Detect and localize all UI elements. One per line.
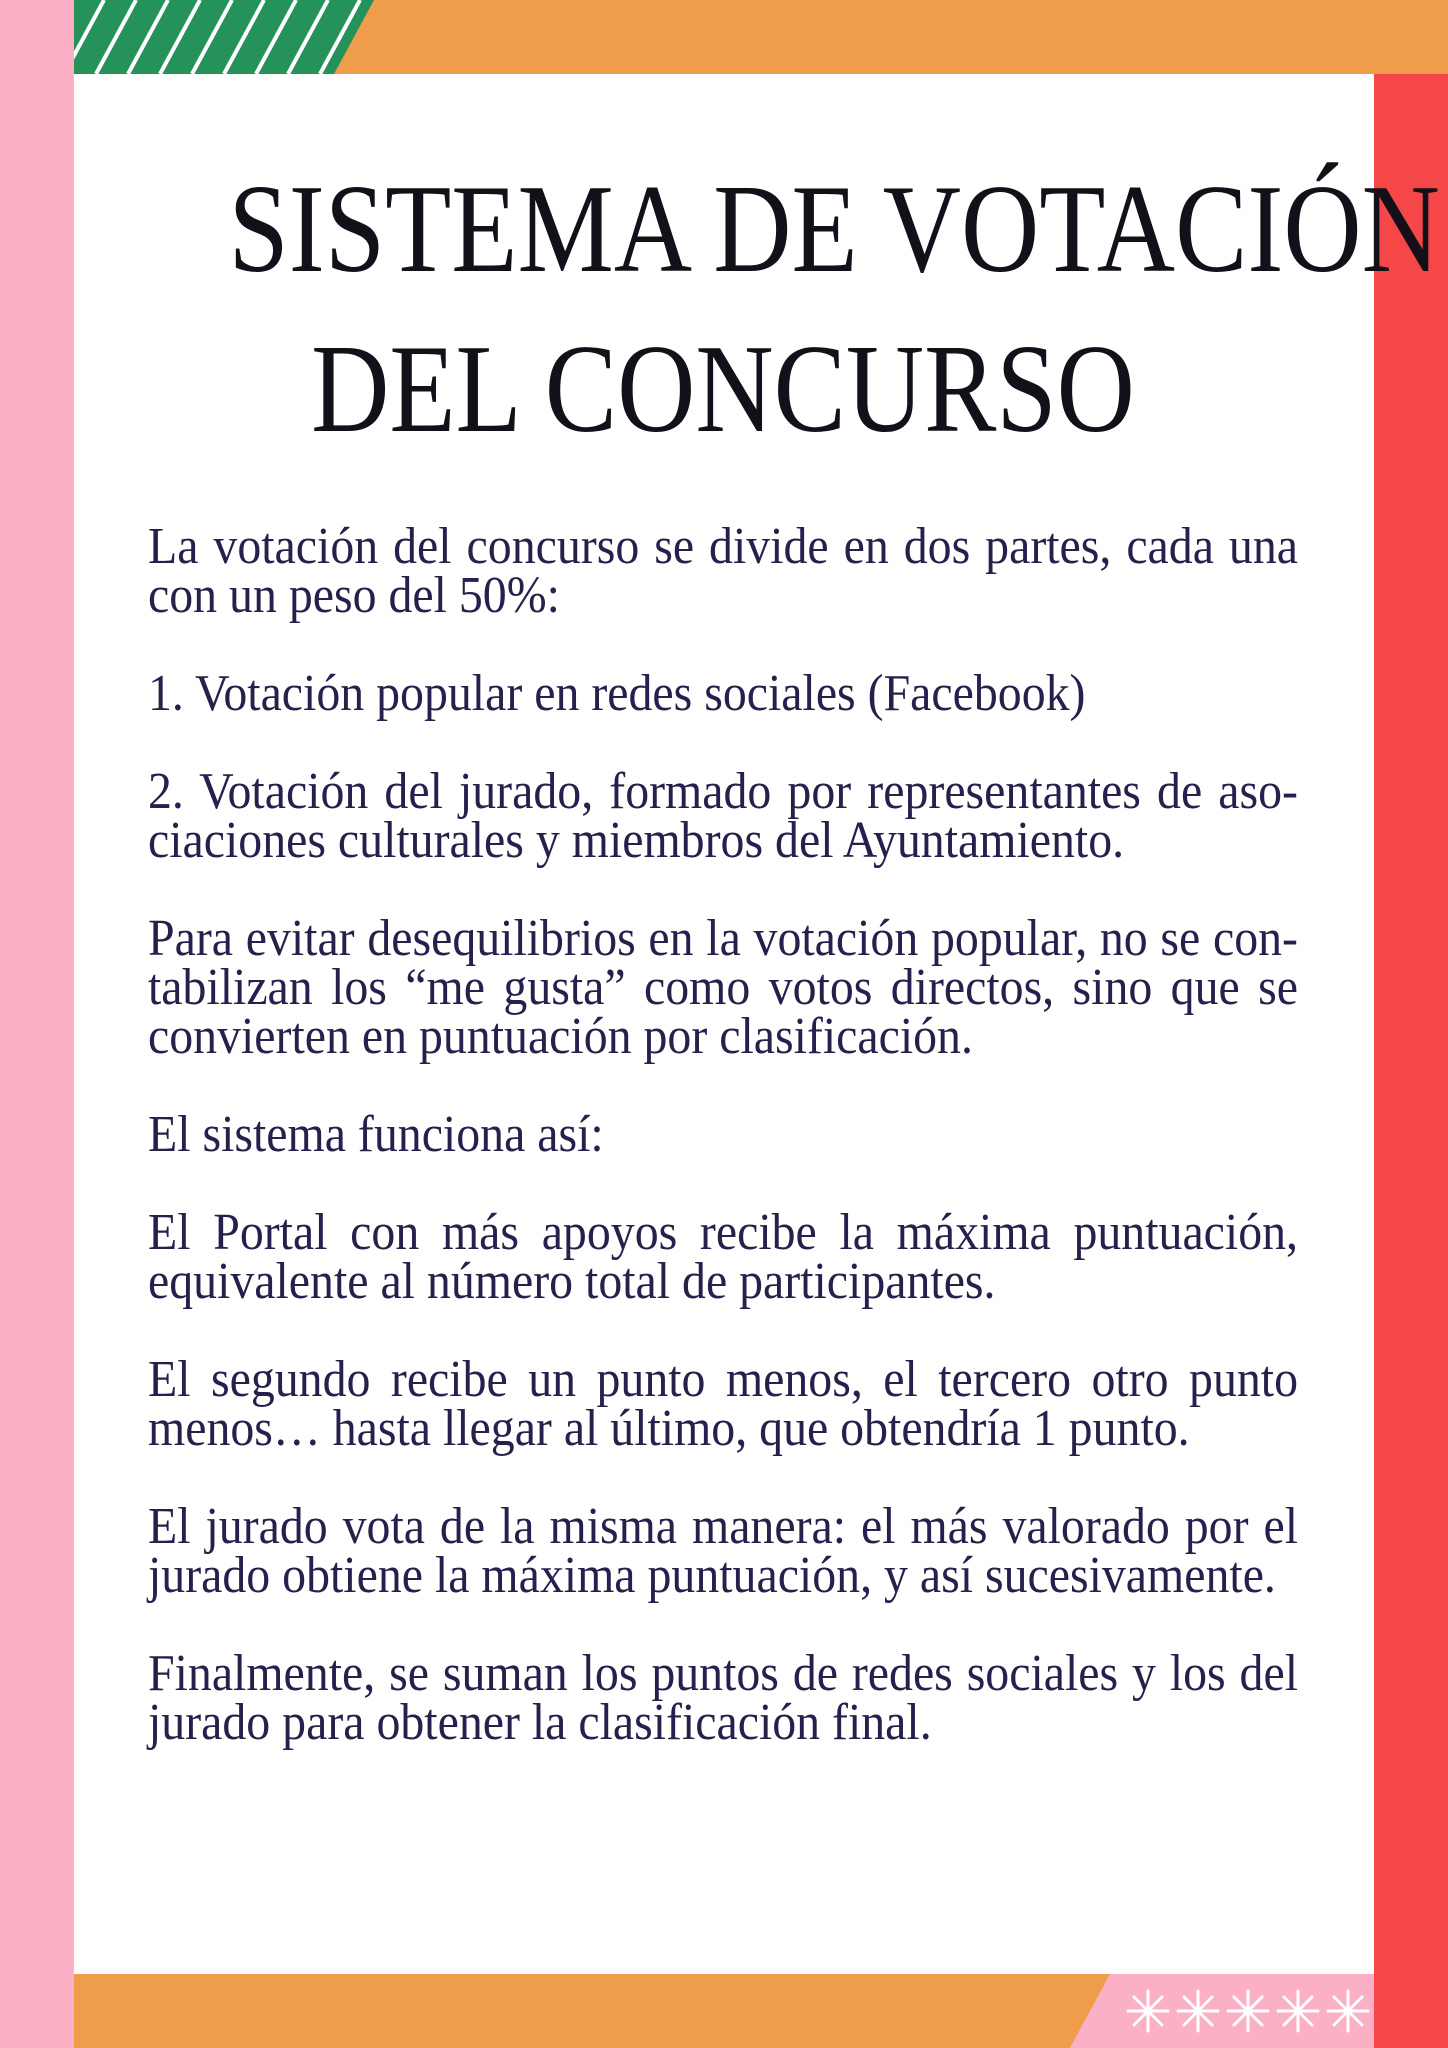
document-body [148, 518, 1298, 1751]
paragraph-system-intro: El sistema funciona así: [148, 1106, 604, 1163]
paragraph-final: Finalmente, se suman los puntos de redes sociales y los del jurado para obtener la clasificación final. [148, 1645, 1298, 1751]
paragraph-jury-method: El jurado vota de la misma manera: el más valorado por el jurado obtiene la máxima puntuación, y así sucesivamente. [148, 1498, 1298, 1604]
sparkle-icon [1328, 1991, 1368, 2031]
paragraph-second-place: El segundo recibe un punto menos, el tercero otro punto menos… hasta llegar al último, que obtendría 1 punto. [148, 1351, 1298, 1457]
document-content [148, 150, 1440, 1796]
title-line-1: SISTEMA DE VOTACIÓN [228, 160, 1440, 299]
sparkle-icon [1278, 1991, 1318, 2031]
paragraph-likes-conversion: Para evitar desequilibrios en la votación popular, no se con-tabilizan los “me gusta” como votos directos, sino que se convierten en puntuación por clasificación. [148, 910, 1298, 1065]
frame-left-border [0, 0, 74, 2048]
sparkle-icon [1178, 1991, 1218, 2031]
green-stripes-decoration [74, 0, 374, 74]
paragraph-jury-vote: 2. Votación del jurado, formado por representantes de aso-ciaciones culturales y miembros del Ayuntamiento. [148, 763, 1298, 869]
sparkle-icon [1228, 1991, 1268, 2031]
page-title [228, 150, 1440, 470]
frame-right-border [1374, 0, 1448, 2048]
title-line-2: DEL CONCURSO [311, 320, 1135, 459]
pink-star-corner-decoration [1070, 1974, 1374, 2048]
paragraph-popular-vote: 1. Votación popular en redes sociales (Facebook) [148, 665, 1086, 722]
paragraph-intro: La votación del concurso se divide en dos partes, cada una con un peso del 50%: [148, 518, 1298, 624]
sparkle-icon [1128, 1991, 1168, 2031]
paragraph-first-place: El Portal con más apoyos recibe la máxima puntuación, equivalente al número total de participantes. [148, 1204, 1298, 1310]
